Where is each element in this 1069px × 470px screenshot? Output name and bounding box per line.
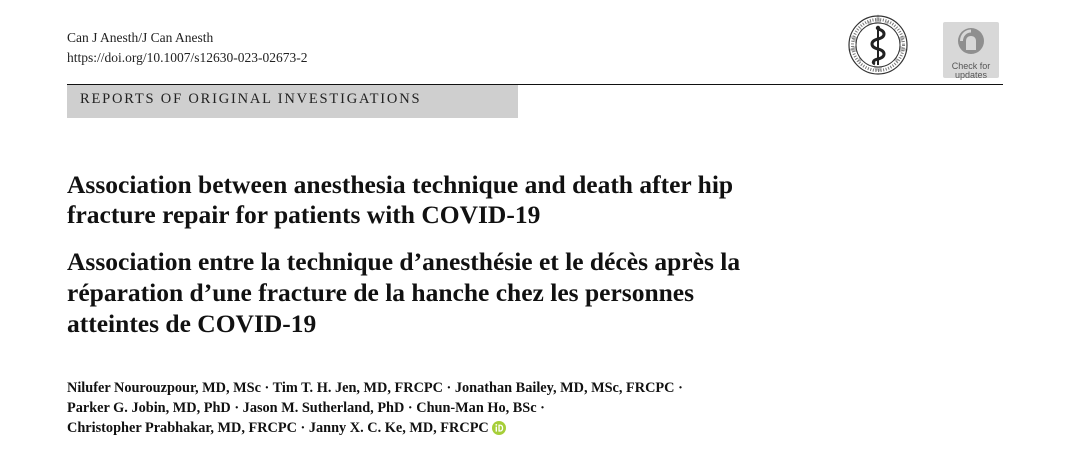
author-line: Nilufer Nourouzpour, MD, MSc · Tim T. H. Jen, MD, FRCPC · Jonathan Bailey, MD, MSc, FRCPC ·: [67, 380, 683, 396]
check-updates-line2: updates: [954, 70, 988, 80]
journal-name: Can J Anesth/J Can Anesth: [67, 30, 214, 45]
check-for-updates-label: [943, 62, 999, 80]
article-title-english: [67, 170, 967, 230]
author-list: [67, 378, 1007, 438]
doi-link[interactable]: https://doi.org/10.1007/s12630-023-02673-2: [67, 50, 308, 65]
check-for-updates-button[interactable]: [943, 22, 999, 78]
title-fr-line3: atteintes de COVID-19: [67, 309, 317, 338]
author-line-last: [67, 418, 1007, 438]
article-title-french: [67, 246, 967, 339]
society-seal-icon: [842, 12, 914, 78]
check-updates-line1: Check for: [951, 61, 991, 71]
title-en-line1: Association between anesthesia technique and death after hip: [67, 170, 734, 199]
title-en-line2: fracture repair for patients with COVID-19: [67, 200, 541, 229]
check-for-updates-icon: [943, 26, 999, 61]
author-line: Parker G. Jobin, MD, PhD · Jason M. Sutherland, PhD · Chun-Man Ho, BSc ·: [67, 400, 545, 416]
title-fr-line1: Association entre la technique d’anesthésie et le décès après la: [67, 247, 741, 276]
section-label: REPORTS OF ORIGINAL INVESTIGATIONS: [80, 91, 422, 107]
author-line-text: Christopher Prabhakar, MD, FRCPC · Janny X. C. Ke, MD, FRCPC: [67, 420, 489, 436]
title-fr-line2: réparation d’une fracture de la hanche chez les personnes: [67, 278, 695, 307]
orcid-icon[interactable]: [492, 421, 506, 435]
journal-info: [67, 28, 308, 68]
